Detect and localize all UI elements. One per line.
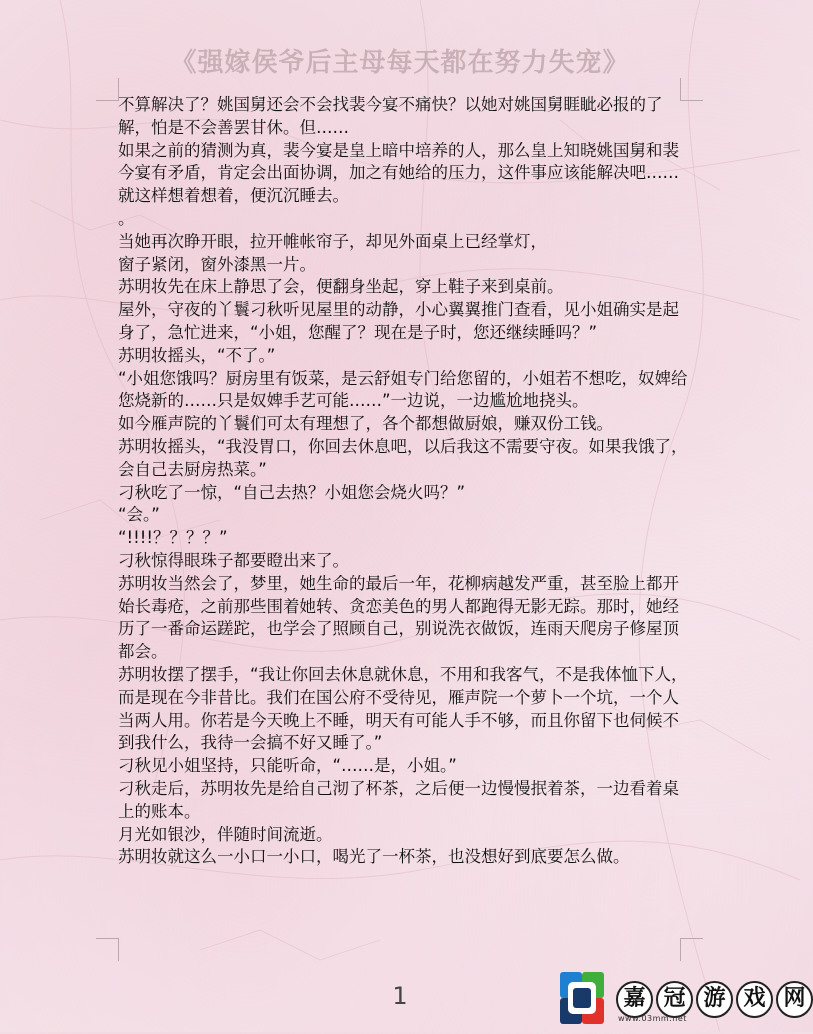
paragraph: “会。” [118,505,160,525]
watermark-char: 冠 [656,981,693,1018]
paragraph: 。 [118,208,135,228]
paragraph: 苏明妆摆了摆手，“我让你回去休息就休息，不用和我客气，不是我体恤下人，而是现在今非昔比。我们在国公府不受待见，雁声院一个萝卜一个坑，一个人当两人用。你若是今天晚上不睡，明天有可能人手不够，而且你留下也伺候不到我什么，我待一会搞不好又睡了。” [118,664,688,753]
paragraph: 如今雁声院的丫鬟们可太有理想了，各个都想做厨娘，赚双份工钱。 [118,414,613,434]
watermark-char: 游 [696,981,733,1018]
paragraph: 窗子紧闭，窗外漆黑一片。 [118,254,316,274]
game-controller-logo-icon [546,968,612,1030]
paragraph: 刁秋惊得眼珠子都要瞪出来了。 [118,550,349,570]
watermark-text [616,981,813,1018]
paragraph: 当她再次睁开眼，拉开帷帐帘子，却见外面桌上已经掌灯， [118,231,547,251]
paragraph: 苏明妆摇头，“我没胃口，你回去休息吧，以后我这不需要守夜。如果我饿了，会自己去厨房热菜。” [118,436,688,479]
watermark-char: 嘉 [616,981,653,1018]
page-number: 1 [392,982,408,1010]
page-title: 《强嫁侯爷后主母每天都在努力失宠》 [170,48,630,78]
paragraph: 苏明妆当然会了，梦里，她生命的最后一年，花柳病越发严重，甚至脸上都开始长毒疮，之前那些围着她转、贪恋美色的男人都跑得无影无踪。那时，她经历了一番命运蹉跎，也学会了照顾自己，别说洗衣做饭，连雨天爬房子修屋顶都会。 [118,573,679,662]
site-watermark-logo[interactable] [546,968,806,1030]
watermark-char: 网 [776,981,813,1018]
paragraph: 刁秋走后，苏明妆先是给自己沏了杯茶，之后便一边慢慢抿着茶，一边看着桌上的账本。 [118,778,679,821]
paragraph: 不算解决了？姚国舅还会不会找裴今宴不痛快？以她对姚国舅睚眦必报的了解，怕是不会善罢甘休。但…… [118,95,663,137]
crop-mark-bottom-left [96,938,119,961]
paragraph: 苏明妆摇头，“不了。” [118,345,276,365]
body-text [118,94,688,869]
paragraph: 如果之前的猜测为真，裴今宴是皇上暗中培养的人，那么皇上知晓姚国舅和裴今宴有矛盾，肯定会出面协调，加之有她给的压力，这件事应该能解决吧…… [118,140,679,183]
watermark-char: 戏 [736,981,773,1018]
paragraph: 屋外，守夜的丫鬟刁秋听见屋里的动静，小心翼翼推门查看，见小姐确实是起身了，急忙进来，“小姐，您醒了？现在是子时，您还继续睡吗？” [118,300,679,342]
paragraph: 就这样想着想着，便沉沉睡去。 [118,186,349,206]
paragraph: 苏明妆就这么一小口一小口，喝光了一杯茶，也没想好到底要怎么做。 [118,847,630,867]
paragraph: “!!!!？？？？” [118,528,228,548]
paragraph: 刁秋见小姐坚持，只能听命，“……是，小姐。” [118,756,457,776]
paragraph: “小姐您饿吗？厨房里有饭菜，是云舒姐专门给您留的，小姐若不想吃，奴婢给您烧新的……只是奴婢手艺可能……”一边说，一边尴尬地挠头。 [118,368,688,411]
watermark-url: www.03mm.net [618,1014,687,1023]
crop-mark-bottom-right [680,938,703,961]
crop-mark-top-left [96,78,119,101]
paragraph: 刁秋吃了一惊，“自己去热？小姐您会烧火吗？” [118,482,466,502]
paragraph: 苏明妆先在床上静思了会，便翻身坐起，穿上鞋子来到桌前。 [118,277,564,297]
paragraph: 月光如银沙，伴随时间流逝。 [118,824,333,844]
